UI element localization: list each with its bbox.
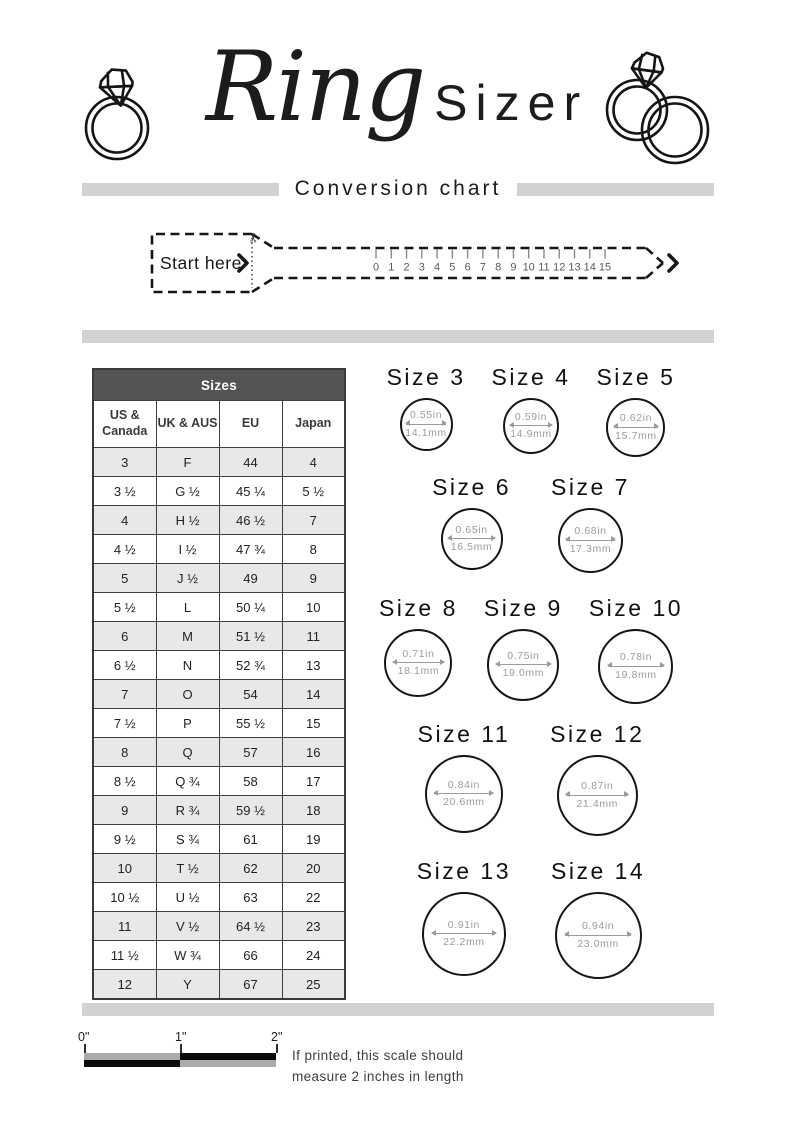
table-cell: I ½ (156, 535, 219, 564)
start-here-label: Start here (160, 253, 242, 273)
diameter-arrow-icon (434, 793, 493, 794)
table-row (93, 854, 345, 883)
divider-bar-top (82, 330, 714, 343)
ruler-number: 11 (538, 261, 550, 274)
table-row (93, 477, 345, 506)
scale-bar-segment (180, 1053, 276, 1060)
diameter-arrow-icon (496, 664, 550, 665)
diameter-inches: 0.84in (447, 778, 480, 791)
ring-circle (384, 629, 452, 697)
title-main: Sizer (434, 75, 589, 131)
diameter-inches: 0.68in (574, 525, 607, 538)
table-cell: F (156, 448, 219, 477)
strip-taper-bottom (252, 278, 274, 292)
table-row (93, 883, 345, 912)
size-label: Size 13 (416, 858, 511, 884)
table-cell: Y (156, 970, 219, 1000)
diameter-mm: 23.0mm (577, 937, 619, 950)
size-label: Size 14 (551, 858, 646, 884)
size-label: Size 5 (596, 364, 676, 390)
table-cell: 47 ¾ (219, 535, 282, 564)
table-row (93, 680, 345, 709)
diameter-mm: 18.1mm (397, 665, 440, 677)
table-cell: 63 (219, 883, 282, 912)
table-cell: 12 (93, 970, 156, 1000)
diameter-inches: 0.78in (619, 651, 653, 664)
table-cell: 46 ½ (219, 506, 282, 535)
table-cell: 7 (282, 506, 345, 535)
diameter-inches: 0.94in (582, 920, 615, 933)
table-cell: 24 (282, 941, 345, 970)
diameter-inches: 0.75in (507, 649, 540, 662)
ring-circle (558, 508, 623, 573)
table-row (93, 651, 345, 680)
table-cell: 9 (282, 564, 345, 593)
table-row (93, 912, 345, 941)
subtitle-bar-left (82, 183, 279, 196)
table-cell: J ½ (156, 564, 219, 593)
divider-bar-bottom (82, 1003, 714, 1016)
ring-size-item (492, 364, 571, 454)
table-cell: U ½ (156, 883, 219, 912)
table-cell: 55 ½ (219, 709, 282, 738)
table-cell: 23 (282, 912, 345, 941)
ruler-number: 3 (418, 261, 425, 274)
table-cell: L (156, 593, 219, 622)
size-label: Size 12 (550, 721, 645, 747)
ruler-number: 15 (598, 261, 612, 274)
size-label: Size 7 (551, 474, 630, 500)
column-header: UK & AUS (156, 401, 219, 448)
diameter-inches: 0.87in (581, 780, 614, 793)
size-conversion-table (92, 368, 346, 1000)
diameter-inches: 0.59in (514, 410, 548, 423)
table-cell: 11 (93, 912, 156, 941)
ring-circle (555, 892, 642, 979)
table-cell: 51 ½ (219, 622, 282, 651)
double-rings-icon (592, 44, 720, 172)
table-cell: 3 ½ (93, 477, 156, 506)
diameter-mm: 19.8mm (615, 668, 657, 681)
size-row (348, 474, 714, 573)
table-cell: 8 ½ (93, 767, 156, 796)
table-cell: 61 (219, 825, 282, 854)
table-cell: 44 (219, 448, 282, 477)
table-cell: 14 (282, 680, 345, 709)
diameter-arrow-icon (566, 795, 628, 796)
diameter-arrow-icon (566, 540, 615, 541)
table-cell: 16 (282, 738, 345, 767)
ring-circle (487, 629, 559, 701)
scale-note-line2: measure 2 inches in length (292, 1068, 464, 1084)
table-cell: 58 (219, 767, 282, 796)
ring-size-item (418, 721, 511, 833)
table-cell: 20 (282, 854, 345, 883)
diameter-mm: 14.1mm (405, 426, 447, 439)
table-row (93, 448, 345, 477)
diameter-arrow-icon (448, 538, 494, 539)
table-cell: 7 (93, 680, 156, 709)
table-cell: 49 (219, 564, 282, 593)
table-row (93, 970, 345, 1000)
diameter-arrow-icon (565, 935, 631, 936)
table-row (93, 535, 345, 564)
size-label: Size 6 (432, 474, 511, 500)
table-cell: 13 (282, 651, 345, 680)
size-label: Size 9 (483, 595, 563, 621)
table-cell: M (156, 622, 219, 651)
ring-circle (422, 892, 506, 976)
ring-circle (503, 398, 559, 454)
table-cell: 3 (93, 448, 156, 477)
ring-size-circles (348, 364, 714, 1001)
size-label: Size 11 (417, 721, 511, 747)
scale-note (292, 1046, 464, 1088)
diameter-mm: 16.5mm (450, 541, 493, 553)
scale-tick (84, 1044, 86, 1053)
table-cell: 7 ½ (93, 709, 156, 738)
ring-circle (598, 629, 673, 704)
subtitle-row (82, 177, 714, 201)
diameter-arrow-icon (608, 666, 665, 667)
ruler-number: 10 (522, 261, 535, 274)
ring-size-item (417, 858, 511, 976)
table-row (93, 709, 345, 738)
table-cell: 4 (282, 448, 345, 477)
diameter-arrow-icon (406, 424, 445, 425)
size-label: Size 3 (386, 364, 466, 390)
size-label: Size 8 (378, 595, 458, 621)
subtitle-bar-right (517, 183, 714, 196)
ring-size-item (551, 858, 645, 979)
strip-arrow-top (646, 248, 663, 263)
table-cell: Q ¾ (156, 767, 219, 796)
table-row (93, 564, 345, 593)
scale-bar-segment (84, 1060, 180, 1067)
ruler-number: 12 (553, 261, 566, 274)
ring-size-item (550, 721, 644, 836)
ring-size-item (551, 474, 630, 573)
ring-size-item (379, 595, 458, 697)
diameter-arrow-icon (432, 933, 496, 934)
table-row (93, 825, 345, 854)
ruler-number: 5 (449, 261, 456, 274)
table-cell: G ½ (156, 477, 219, 506)
table-cell: 6 ½ (93, 651, 156, 680)
table-cell: 5 ½ (282, 477, 345, 506)
table-cell: 67 (219, 970, 282, 1000)
table-cell: 17 (282, 767, 345, 796)
table-cell: 8 (282, 535, 345, 564)
table-cell: 10 (93, 854, 156, 883)
diameter-inches: 0.65in (455, 523, 488, 536)
table-cell: 9 ½ (93, 825, 156, 854)
ring-circle (400, 398, 453, 451)
column-header: Japan (282, 401, 345, 448)
size-row (348, 364, 714, 457)
table-cell: 59 ½ (219, 796, 282, 825)
diameter-inches: 0.91in (447, 918, 480, 931)
strip-arrow-bottom (646, 263, 663, 278)
table-cell: 18 (282, 796, 345, 825)
ruler-number: 14 (583, 261, 596, 274)
table-cell: 8 (93, 738, 156, 767)
diameter-mm: 20.6mm (443, 796, 485, 808)
table-cell: 22 (282, 883, 345, 912)
diameter-arrow-icon (614, 427, 658, 428)
title-script: Ring (205, 31, 425, 143)
scale-note-line1: If printed, this scale should (292, 1048, 464, 1063)
diameter-mm: 21.4mm (576, 797, 619, 810)
table-cell: 52 ¾ (219, 651, 282, 680)
table-cell: 25 (282, 970, 345, 1000)
table-row (93, 593, 345, 622)
diameter-mm: 14.9mm (510, 428, 552, 440)
ruler-number: 0 (372, 261, 380, 274)
ruler-number: 4 (434, 261, 441, 274)
scale-tick (180, 1044, 182, 1053)
table-cell: 9 (93, 796, 156, 825)
table-cell: 11 ½ (93, 941, 156, 970)
ring-circle (557, 755, 638, 836)
ruler-number: 7 (479, 261, 486, 274)
table-cell: 66 (219, 941, 282, 970)
table-cell: 57 (219, 738, 282, 767)
size-row (348, 721, 714, 836)
table-row (93, 941, 345, 970)
table-cell: N (156, 651, 219, 680)
ring-size-item (387, 364, 466, 451)
table-cell: 5 (93, 564, 156, 593)
diameter-inches: 0.62in (619, 412, 653, 425)
table-cell: 45 ¼ (219, 477, 282, 506)
size-label: Size 10 (588, 595, 684, 621)
ring-circle (441, 508, 503, 570)
scale-bar-segment (84, 1053, 180, 1060)
ring-size-item (484, 595, 563, 701)
diameter-inches: 0.55in (409, 409, 443, 422)
scissors-icon: ✂ (246, 232, 261, 243)
ring-circle (606, 398, 665, 457)
table-cell: P (156, 709, 219, 738)
scale-bar-segment (180, 1060, 276, 1067)
table-title: Sizes (93, 369, 345, 401)
ring-circle (425, 755, 503, 833)
diameter-mm: 15.7mm (615, 429, 657, 442)
table-cell: V ½ (156, 912, 219, 941)
table-cell: 19 (282, 825, 345, 854)
ruler-number: 2 (403, 261, 410, 274)
table-cell: 4 (93, 506, 156, 535)
ring-size-item (432, 474, 511, 570)
table-cell: T ½ (156, 854, 219, 883)
table-row (93, 506, 345, 535)
table-cell: 10 (282, 593, 345, 622)
diameter-arrow-icon (510, 425, 552, 426)
ruler-number: 9 (510, 261, 517, 274)
table-cell: 50 ¼ (219, 593, 282, 622)
ring-size-item (589, 595, 683, 704)
size-label: Size 4 (491, 364, 571, 390)
table-cell: Q (156, 738, 219, 767)
table-row (93, 767, 345, 796)
table-cell: 11 (282, 622, 345, 651)
table-cell: 15 (282, 709, 345, 738)
table-cell: S ¾ (156, 825, 219, 854)
column-header: EU (219, 401, 282, 448)
table-cell: 54 (219, 680, 282, 709)
scale-label-0: 0" (78, 1030, 90, 1044)
ruler-number: 13 (568, 261, 581, 274)
table-row (93, 796, 345, 825)
table-cell: 62 (219, 854, 282, 883)
table-cell: 10 ½ (93, 883, 156, 912)
strip-end-chevron-icon (669, 255, 677, 271)
diameter-mm: 17.3mm (569, 542, 612, 555)
table-cell: 4 ½ (93, 535, 156, 564)
diameter-arrow-icon (393, 662, 444, 663)
table-cell: O (156, 680, 219, 709)
ring-sizer-strip (146, 224, 686, 310)
scale-label-1: 1" (175, 1030, 187, 1044)
ruler-number: 8 (495, 261, 502, 274)
scale-label-2: 2" (271, 1030, 283, 1044)
size-row (348, 858, 714, 979)
subtitle-text: Conversion chart (294, 177, 502, 200)
column-header: US & Canada (93, 401, 156, 448)
table-row (93, 622, 345, 651)
diameter-mm: 19.0mm (502, 667, 545, 679)
ruler (373, 249, 611, 274)
diameter-mm: 22.2mm (443, 936, 485, 948)
table-cell: 64 ½ (219, 912, 282, 941)
diameter-inches: 0.71in (402, 647, 435, 660)
table-cell: R ¾ (156, 796, 219, 825)
table-cell: 6 (93, 622, 156, 651)
table-row (93, 738, 345, 767)
ruler-number: 6 (464, 261, 471, 274)
scale-tick (276, 1044, 278, 1053)
table-cell: W ¾ (156, 941, 219, 970)
size-row (348, 595, 714, 704)
table-cell: 5 ½ (93, 593, 156, 622)
table-cell: H ½ (156, 506, 219, 535)
ring-size-item (596, 364, 675, 457)
ruler-number: 1 (388, 261, 395, 274)
